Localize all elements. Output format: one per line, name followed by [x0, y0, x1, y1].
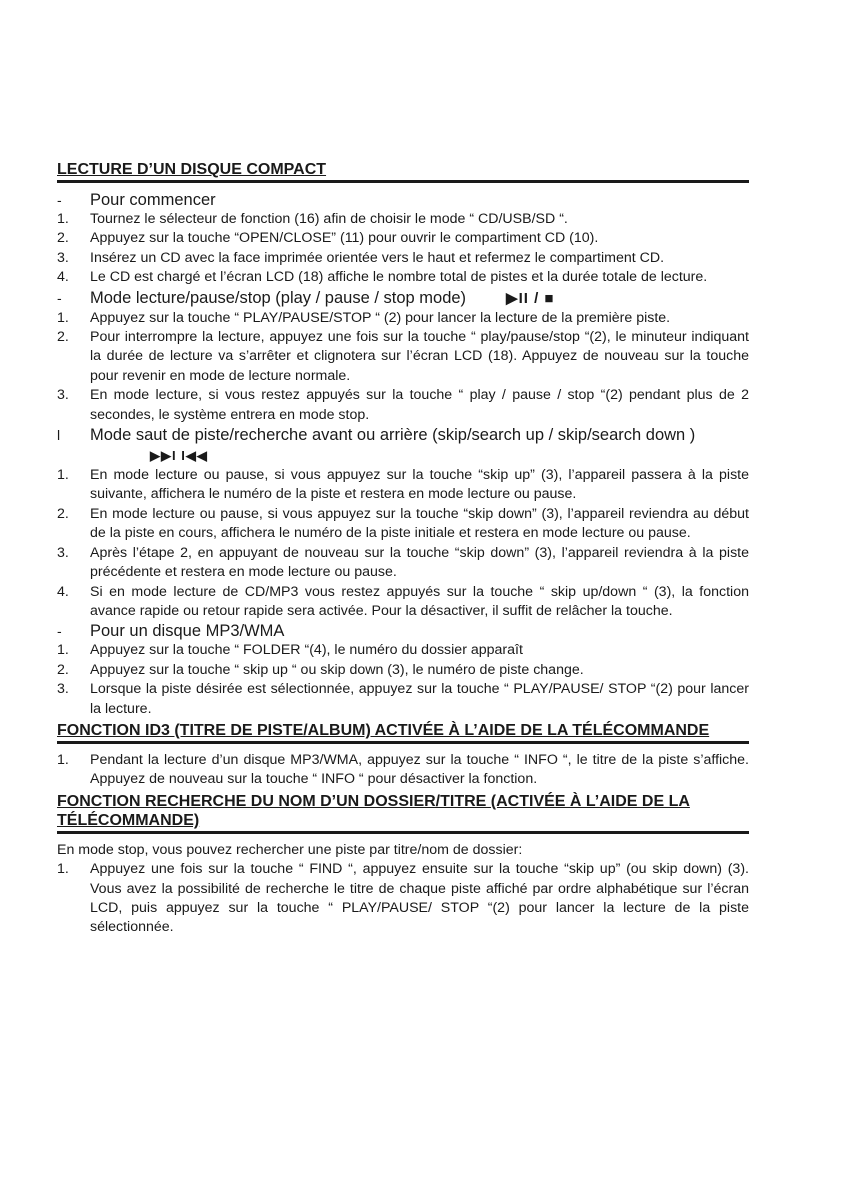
- title-rule: [57, 831, 749, 834]
- list-item: 2. Pour interrompre la lecture, appuyez une fois sur la touche “ play/pause/stop “(2), le minuteur indiquant la durée de lecture va s’arrêter et clignotera sur l’écran LCD (18). Appuyez de nouveau sur la touche pour revenir en mode de lecture normale.: [57, 329, 749, 384]
- subheading-label: Mode lecture/pause/stop (play / pause / stop mode): [90, 288, 467, 307]
- subheading-mp3: - Pour un disque MP3/WMA: [57, 621, 749, 641]
- manual-page: [57, 160, 749, 938]
- list-item: 1. Appuyez une fois sur la touche “ FIND “, appuyez ensuite sur la touche “skip up” (ou skip down) (3). Vous avez la possibilité de recherche le titre de chaque piste affiché par ordre alphabétique sur l’écran LCD, puis appuyez sur la touche “ PLAY/PAUSE/ STOP “(2) pour lancer la lecture de la piste sélectionnée.: [57, 861, 749, 936]
- section-title-id3: FONCTION ID3 (TITRE DE PISTE/ALBUM) ACTIVÉE À L’AIDE DE LA TÉLÉCOMMANDE: [57, 721, 710, 739]
- list-item: 2. Appuyez sur la touche “ skip up “ ou skip down (3), le numéro de piste change.: [57, 661, 584, 678]
- list-item: 4. Le CD est chargé et l’écran LCD (18) affiche le nombre total de pistes et la durée totale de lecture.: [57, 269, 708, 286]
- list-item: 3. En mode lecture, si vous restez appuyés sur la touche “ play / pause / stop “(2) pendant plus de 2 secondes, le système entrera en mode stop.: [57, 387, 749, 423]
- subheading-label: Mode saut de piste/recherche avant ou arrière (skip/search up / skip/search down ): [90, 426, 696, 445]
- list-item: 4. Si en mode lecture de CD/MP3 vous restez appuyés sur la touche “ skip up/down “ (3), la fonction avance rapide ou retour rapide sera activée. Pour la désactiver, il suffit de relâcher la touche.: [57, 583, 749, 619]
- list-item: 1. Pendant la lecture d’un disque MP3/WMA, appuyez sur la touche “ INFO “, le titre de la piste s’affiche. Appuyez de nouveau sur la touche “ INFO “ pour désactiver la fonction.: [57, 751, 749, 788]
- section-title-lecture-cd: LECTURE D’UN DISQUE COMPACT: [57, 161, 327, 178]
- list-item: 1. Appuyez sur la touche “ FOLDER “(4), le numéro du dossier apparaît: [57, 642, 523, 659]
- title-rule: [57, 180, 749, 183]
- list-item: 2. En mode lecture ou pause, si vous appuyez sur la touche “skip down” (3), l’appareil reviendra au début de la piste en cours, affichera le numéro de la piste initiale et restera en mode lecture ou pause.: [57, 505, 749, 542]
- section-title-search: FONCTION RECHERCHE DU NOM D’UN DOSSIER/TITRE (ACTIVÉE À L’AIDE DE LA TÉLÉCOMMANDE): [57, 792, 690, 829]
- subheading-start: - Pour commencer: [57, 190, 749, 210]
- list-item: 1. En mode lecture ou pause, si vous appuyez sur la touche “skip up” (3), l’appareil passera à la piste suivante, affichera le numéro de la piste et restera en mode lecture ou pause.: [57, 467, 749, 503]
- subheading-label: Pour un disque MP3/WMA: [90, 622, 285, 641]
- subheading-skip: l Mode saut de piste/recherche avant ou arrière (skip/search up / skip/search down )▶▶I I◀◀: [57, 425, 749, 466]
- play-pause-stop-icon: ▶II / ■: [506, 289, 555, 307]
- list-item: 1. Appuyez sur la touche “ PLAY/PAUSE/STOP “ (2) pour lancer la lecture de la première piste.: [57, 309, 671, 326]
- title-rule: [57, 741, 749, 744]
- subheading-label: Pour commencer: [90, 191, 216, 209]
- list-item: 2. Appuyez sur la touche “OPEN/CLOSE” (11) pour ouvrir le compartiment CD (10).: [57, 230, 599, 247]
- list-item: 1. Tournez le sélecteur de fonction (16) afin de choisir le mode “ CD/USB/SD “.: [57, 211, 568, 227]
- subheading-play: - Mode lecture/pause/stop (play / pause / stop mode) ▶II / ■: [57, 288, 555, 307]
- list-item: 3. Lorsque la piste désirée est sélectionnée, appuyez sur la touche “ PLAY/PAUSE/ STOP “(2) pour lancer la lecture.: [57, 681, 749, 717]
- intro-text: En mode stop, vous pouvez rechercher une piste par titre/nom de dossier:: [57, 841, 523, 858]
- list-item: 3. Après l’étape 2, en appuyant de nouveau sur la touche “skip down” (3), l’appareil reviendra à la piste précédente et restera en mode lecture ou pause.: [57, 544, 749, 581]
- skip-forward-back-icon: ▶▶I I◀◀: [150, 448, 208, 464]
- list-item: 3. Insérez un CD avec la face imprimée orientée vers le haut et refermez le compartiment CD.: [57, 249, 665, 266]
